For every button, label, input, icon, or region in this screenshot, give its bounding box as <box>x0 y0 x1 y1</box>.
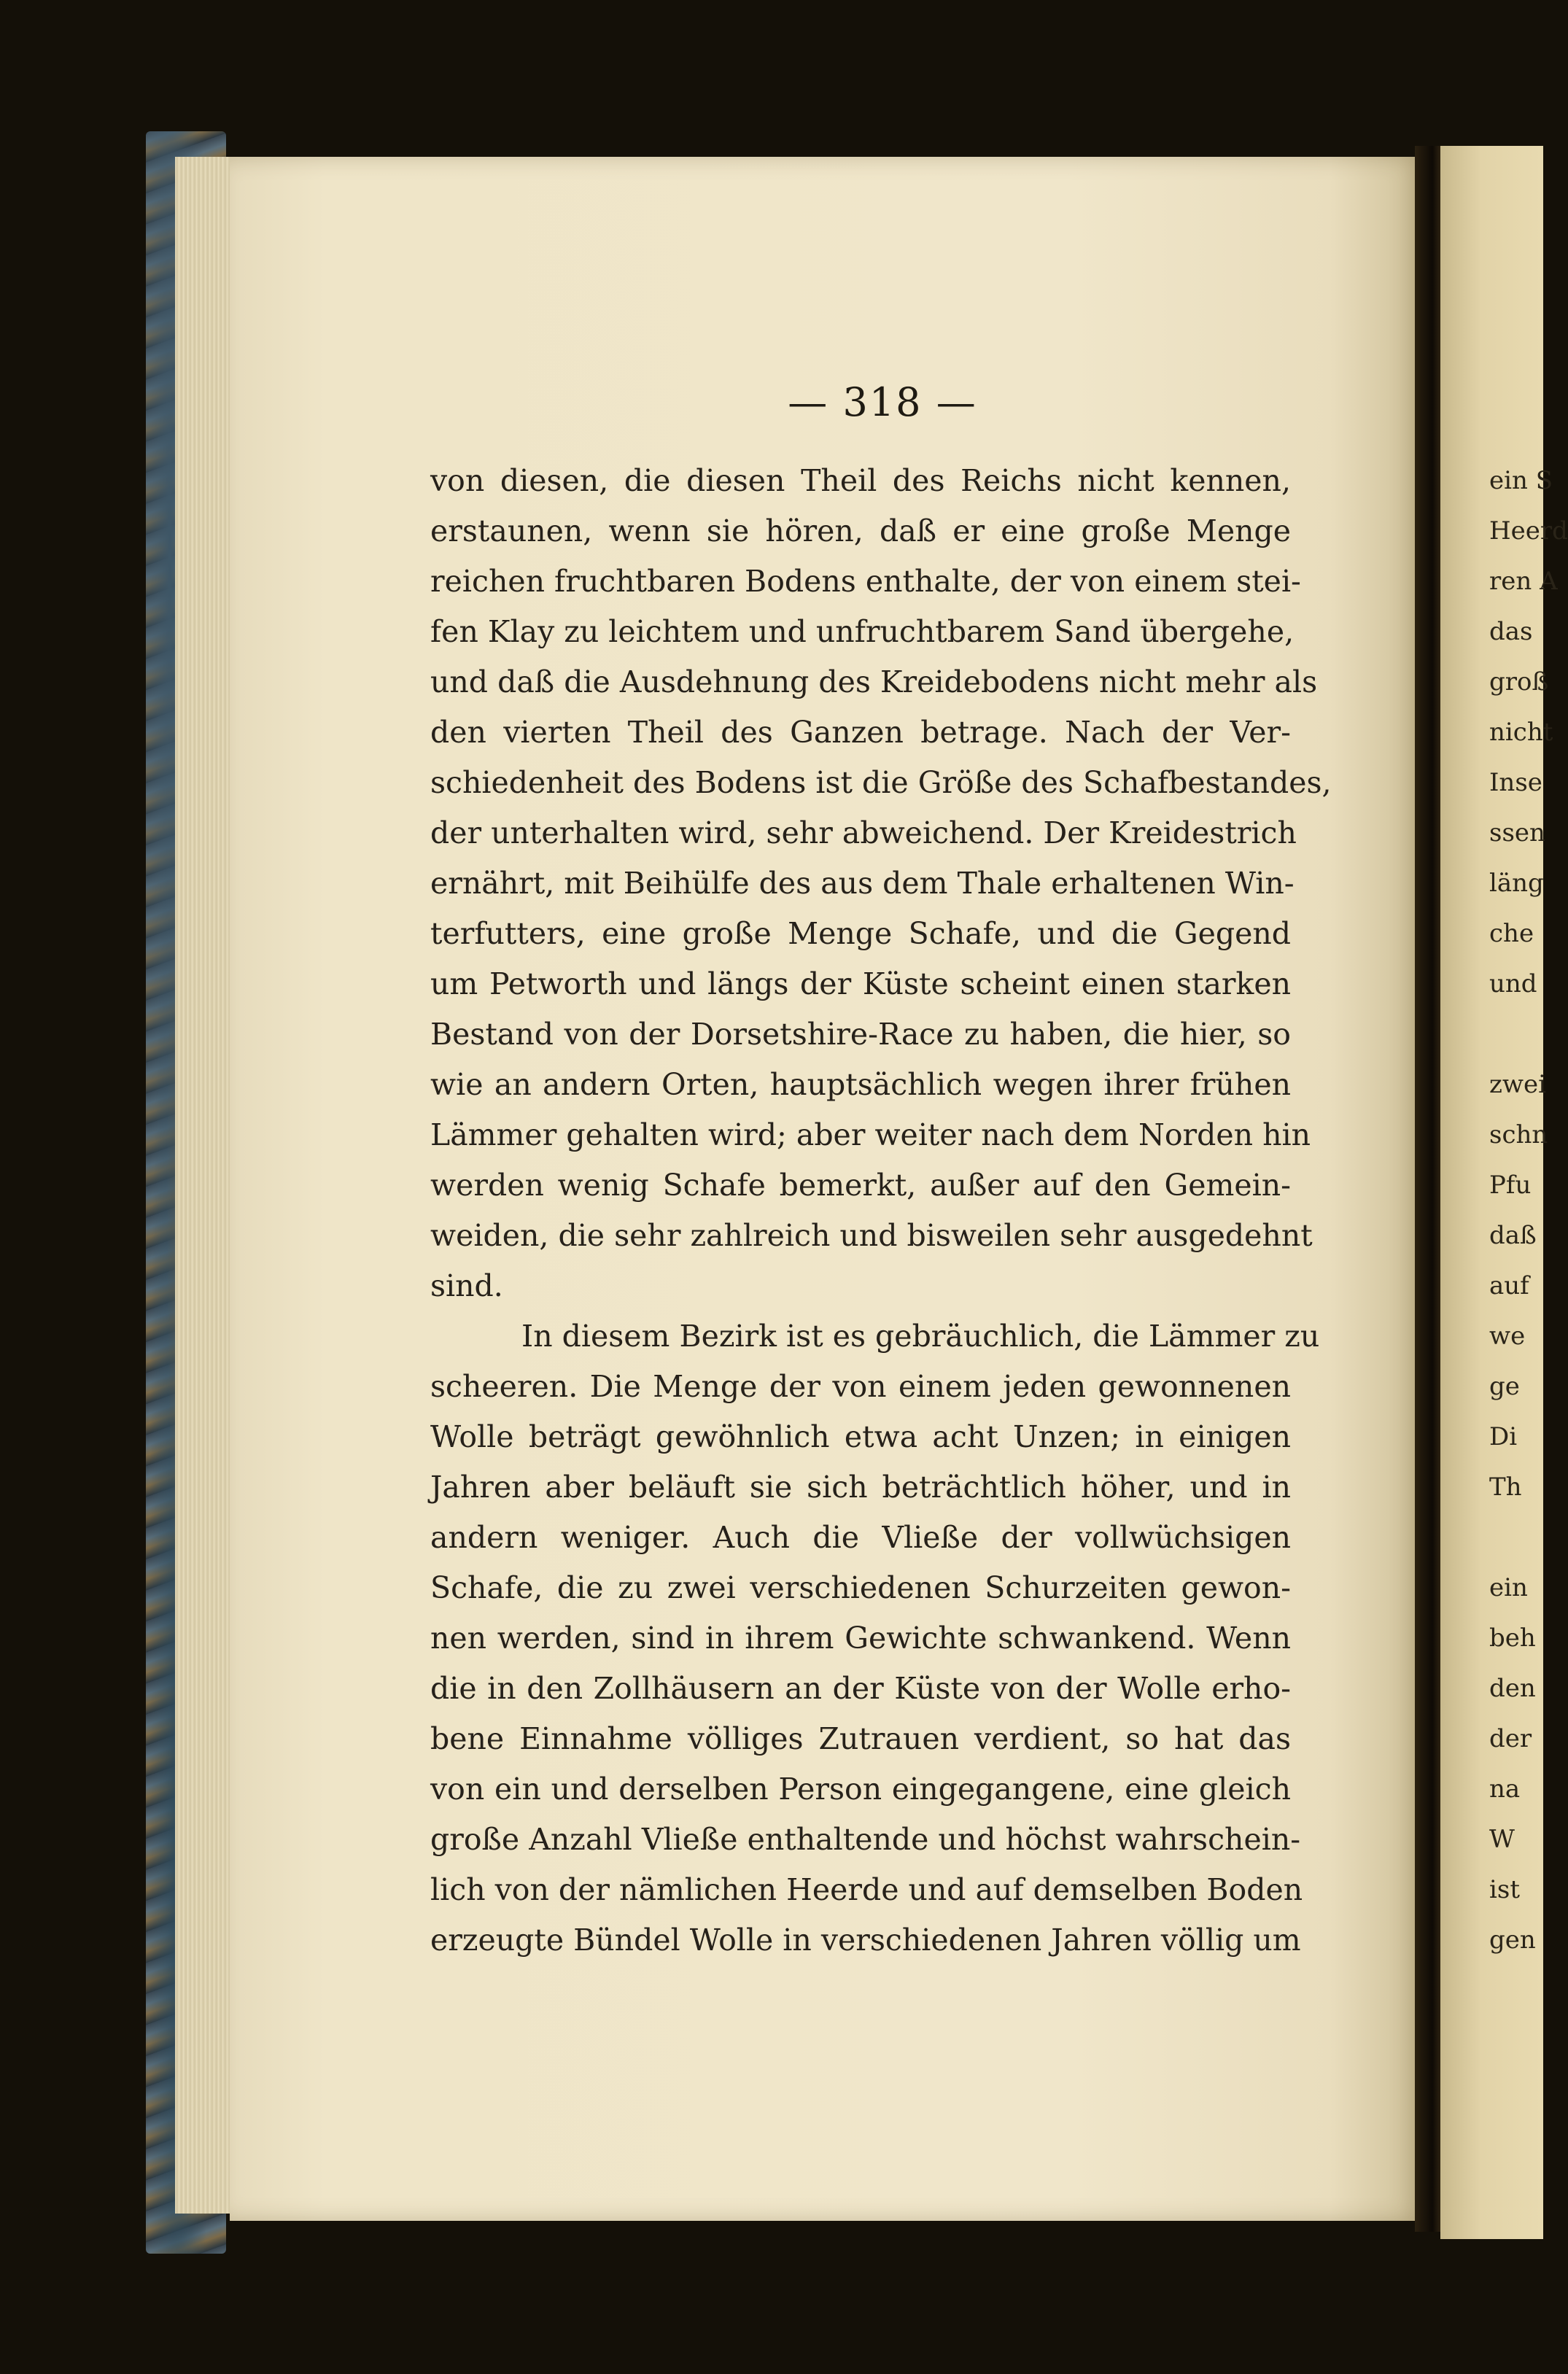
facing-page-fragment: zwei <box>1489 1070 1547 1099</box>
facing-page-fragment: das <box>1489 617 1533 646</box>
text-line: werden wenig Schafe bemerkt, außer auf den Gemein- <box>430 1168 1291 1203</box>
facing-page-fragment: Inse <box>1489 768 1542 797</box>
facing-page-fragment: groß <box>1489 667 1549 697</box>
text-line: ernährt, mit Beihülfe des aus dem Thale erhaltenen Win- <box>430 866 1295 901</box>
facing-page-fragment: der <box>1489 1724 1532 1753</box>
facing-page-fragment: ssen <box>1489 818 1545 847</box>
page-number-header: — 318 — <box>788 379 977 425</box>
facing-page-fragment: che <box>1489 919 1534 948</box>
body-text <box>430 456 1332 1966</box>
facing-page-fragment: den <box>1489 1674 1536 1703</box>
facing-page-fragment <box>1489 1009 1543 1060</box>
facing-page-fragment: auf <box>1489 1271 1529 1300</box>
text-line: große Anzahl Vließe enthaltende und höchst wahrschein- <box>430 1822 1301 1857</box>
text-line: lich von der nämlichen Heerde und auf demselben Boden <box>430 1872 1303 1907</box>
text-line: sind. <box>430 1268 503 1303</box>
facing-page-fragment: daß <box>1489 1221 1537 1250</box>
facing-page-fragment: schn <box>1489 1120 1548 1149</box>
text-line: andern weniger. Auch die Vließe der vollwüchsigen <box>430 1520 1291 1555</box>
facing-page-fragment: nicht <box>1489 718 1553 747</box>
book-gutter <box>1415 146 1444 2232</box>
text-line: bene Einnahme völliges Zutrauen verdient, so hat das <box>430 1721 1291 1756</box>
text-line: nen werden, sind in ihrem Gewichte schwankend. Wenn <box>430 1621 1291 1656</box>
text-line: fen Klay zu leichtem und unfruchtbarem Sand übergehe, <box>430 614 1295 649</box>
text-line: wie an andern Orten, hauptsächlich wegen ihrer frühen <box>430 1067 1291 1102</box>
text-line: weiden, die sehr zahlreich und bisweilen sehr ausgedehnt <box>430 1218 1313 1253</box>
text-line: Lämmer gehalten wird; aber weiter nach dem Norden hin <box>430 1117 1311 1152</box>
facing-page-fragment: ein S <box>1489 466 1553 495</box>
facing-page-fragment: gen <box>1489 1925 1536 1955</box>
text-line: die in den Zollhäusern an der Küste von der Wolle erho- <box>430 1671 1291 1706</box>
facing-page-fragment: Heerd <box>1489 516 1568 546</box>
facing-page-fragment: und <box>1489 969 1537 998</box>
text-line: Schafe, die zu zwei verschiedenen Schurzeiten gewon- <box>430 1570 1291 1605</box>
text-line: Wolle beträgt gewöhnlich etwa acht Unzen; in einigen <box>430 1419 1291 1454</box>
text-line: reichen fruchtbaren Bodens enthalte, der von einem stei- <box>430 564 1301 599</box>
facing-page-fragment: ge <box>1489 1372 1520 1401</box>
facing-page-fragment: ist <box>1489 1875 1520 1904</box>
text-line: erzeugte Bündel Wolle in verschiedenen Jahren völlig um <box>430 1923 1301 1958</box>
text-line: In diesem Bezirk ist es gebräuchlich, die Lämmer zu <box>521 1319 1320 1354</box>
facing-page-fragment: ein <box>1489 1573 1528 1602</box>
text-line: terfutters, eine große Menge Schafe, und die Gegend <box>430 916 1291 951</box>
facing-page-fragment <box>1489 1513 1543 1563</box>
text-line: um Petworth und längs der Küste scheint einen starken <box>430 966 1291 1001</box>
facing-page-fragment: Pfu <box>1489 1171 1532 1200</box>
text-line: Bestand von der Dorsetshire-Race zu haben, die hier, so <box>430 1017 1291 1052</box>
facing-page-fragment: beh <box>1489 1624 1536 1653</box>
facing-page-fragment: W <box>1489 1825 1515 1854</box>
facing-page-fragment: Di <box>1489 1422 1518 1451</box>
facing-page-fragment: we <box>1489 1322 1526 1351</box>
text-line: von diesen, die diesen Theil des Reichs nicht kennen, <box>430 463 1291 498</box>
text-line: Jahren aber beläuft sie sich beträchtlich höher, und in <box>430 1470 1291 1505</box>
facing-page-fragments <box>1489 456 1568 1966</box>
facing-page-fragment: läng <box>1489 869 1544 898</box>
text-line: von ein und derselben Person eingegangene, eine gleich <box>430 1772 1291 1807</box>
text-line: den vierten Theil des Ganzen betrage. Nach der Ver- <box>430 715 1291 750</box>
facing-page-fragment: Th <box>1489 1473 1522 1502</box>
facing-page-fragment: na <box>1489 1774 1521 1804</box>
text-line: und daß die Ausdehnung des Kreidebodens nicht mehr als <box>430 664 1318 699</box>
text-line: der unterhalten wird, sehr abweichend. Der Kreidestrich <box>430 815 1297 850</box>
text-line: erstaunen, wenn sie hören, daß er eine große Menge <box>430 513 1291 548</box>
text-line: schiedenheit des Bodens ist die Größe des Schafbestandes, <box>430 765 1332 800</box>
facing-page-fragment: ren A <box>1489 567 1558 596</box>
text-line: scheeren. Die Menge der von einem jeden gewonnenen <box>430 1369 1291 1404</box>
